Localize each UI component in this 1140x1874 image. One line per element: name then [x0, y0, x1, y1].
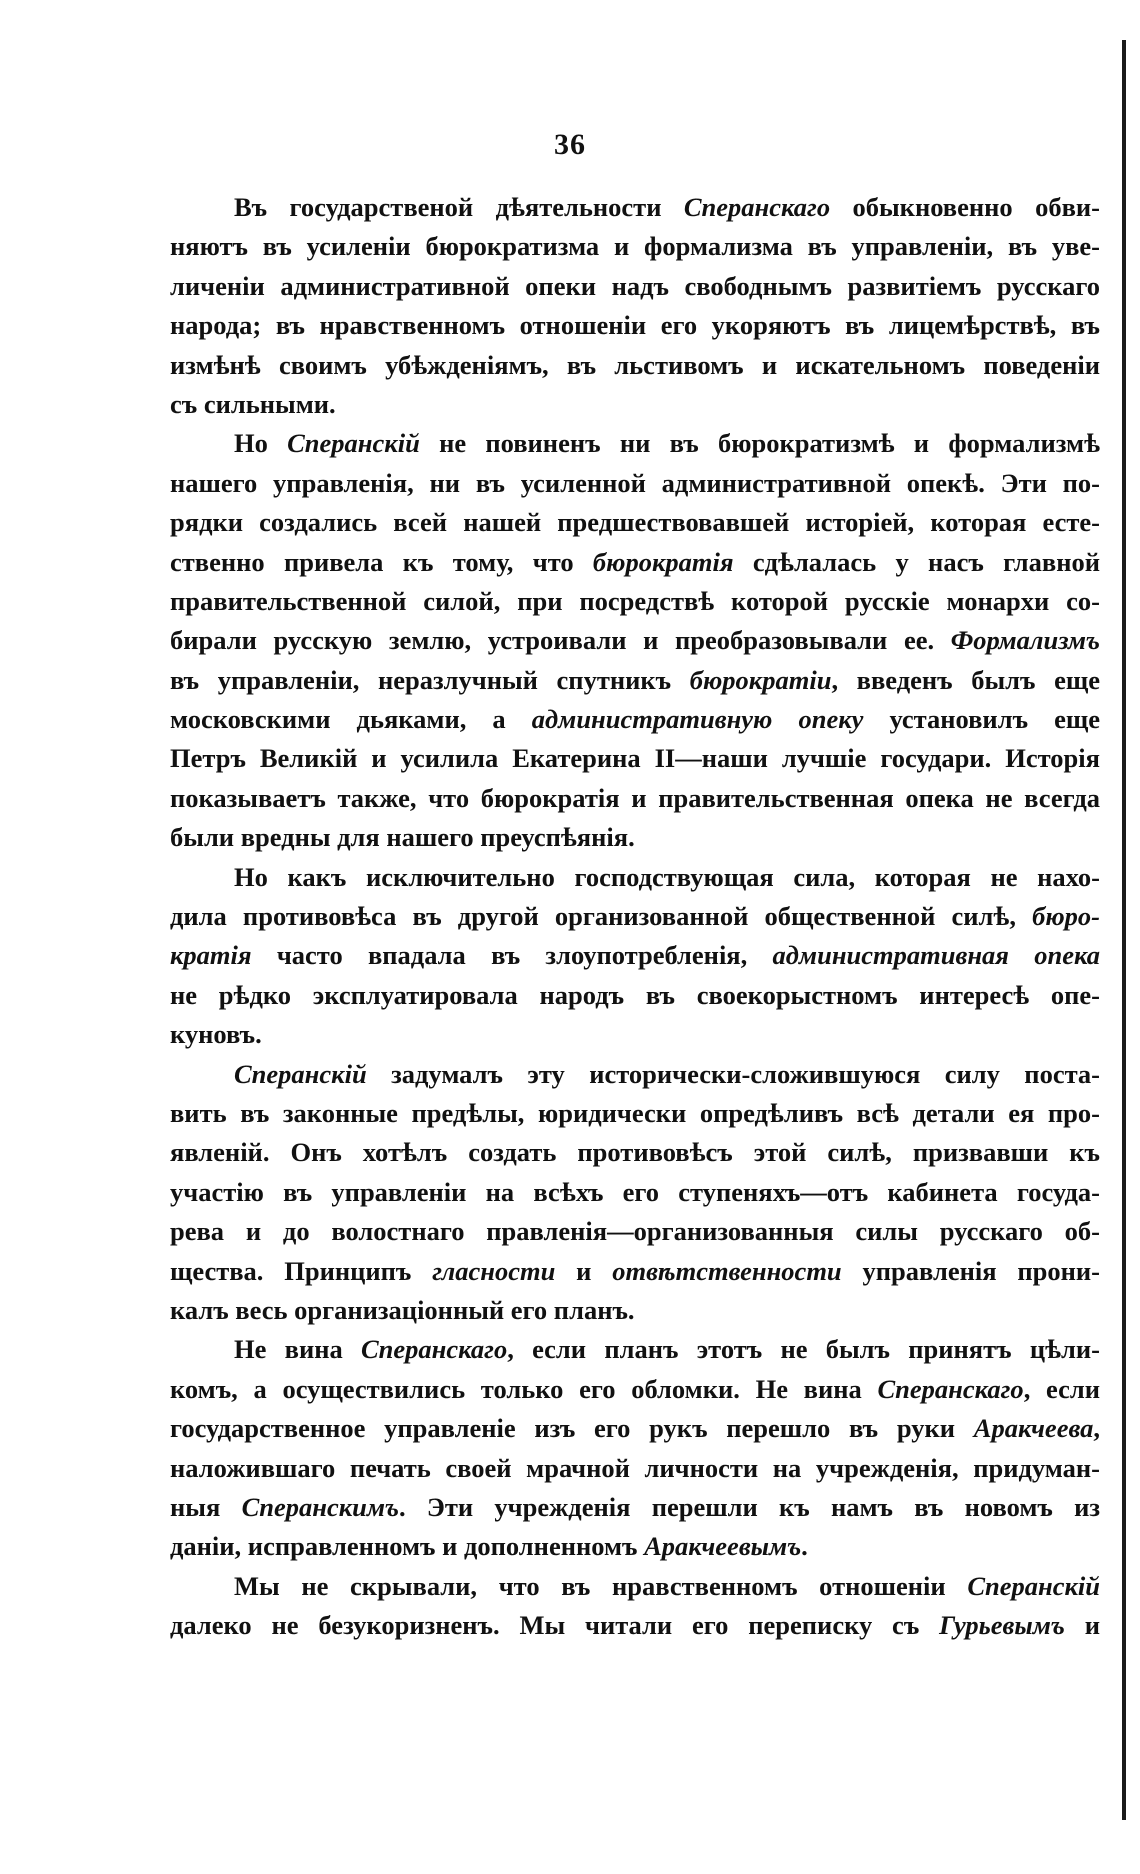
text-line: няютъ въ усиленіи бюрократизма и формализма въ управленіи, въ уве- — [170, 231, 1100, 262]
text-line: показываетъ также, что бюрократія и правительственная опека не всегда — [170, 782, 1100, 813]
text-line: даніи, исправленномъ и дополненномъ Аракчеевымъ. — [170, 1531, 808, 1562]
page-number: 36 — [554, 128, 586, 161]
text-line: бирали русскую землю, устроивали и преобразовывали ее. Формализмъ — [170, 625, 1100, 656]
text-line: ственно привела къ тому, что бюрократія сдѣлалась у насъ главной — [170, 546, 1100, 577]
text-line: нашего управленія, ни въ усиленной административной опекѣ. Эти по- — [170, 467, 1100, 498]
text-line: московскими дьяками, а административную опеку установилъ еще — [170, 704, 1100, 735]
text-line: куновъ. — [170, 1019, 262, 1050]
text-line: личеніи административной опеки надъ свободнымъ развитіемъ русскаго — [170, 270, 1100, 301]
text-line: дила противовѣса въ другой организованной общественной силѣ, бюро- — [170, 901, 1100, 932]
page-edge-line — [1122, 40, 1126, 1820]
text-line: Мы не скрывали, что въ нравственномъ отношеніи Сперанскій — [234, 1570, 1100, 1601]
text-line: калъ весь организаціонный его планъ. — [170, 1294, 635, 1325]
text-line: измѣнѣ своимъ убѣжденіямъ, въ льстивомъ и искательномъ поведеніи — [170, 349, 1100, 380]
text-line: участію въ управленіи на всѣхъ его ступеняхъ—отъ кабинета госуда- — [170, 1176, 1100, 1207]
text-line: были вредны для нашего преуспѣянія. — [170, 822, 635, 853]
text-line: Но Сперанскій не повиненъ ни въ бюрократизмѣ и формализмѣ — [234, 428, 1100, 459]
text-line: комъ, а осуществились только его обломки. Не вина Сперанскаго, если — [170, 1373, 1101, 1404]
text-line: далеко не безукоризненъ. Мы читали его переписку съ Гурьевымъ и — [170, 1610, 1100, 1641]
text-line: Но какъ исключительно господствующая сила, которая не нахо- — [234, 861, 1100, 892]
text-line: съ сильными. — [170, 388, 336, 419]
text-line: кратія часто впадала въ злоупотребленія, административная опека — [170, 940, 1100, 971]
text-line: рядки создались всей нашей предшествовавшей исторіей, которая есте- — [170, 507, 1100, 538]
text-line: рева и до волостнаго правленія—организованныя силы русскаго об- — [170, 1216, 1100, 1247]
body-text — [170, 188, 1100, 1645]
text-line: государственное управленіе изъ его рукъ перешло въ руки Аракчеева, — [170, 1413, 1100, 1444]
text-line: наложившаго печать своей мрачной личности на учрежденія, придуман- — [170, 1452, 1100, 1483]
text-line: щества. Принципъ гласности и отвѣтственности управленія прони- — [170, 1255, 1100, 1286]
text-line: явленій. Онъ хотѣлъ создать противовѣсъ этой силѣ, призвавши къ — [170, 1137, 1100, 1168]
text-line: Не вина Сперанскаго, если планъ этотъ не былъ принятъ цѣли- — [234, 1334, 1100, 1365]
text-line: не рѣдко эксплуатировала народъ въ своекорыстномъ интересѣ опе- — [170, 979, 1100, 1010]
text-line: Сперанскій задумалъ эту исторически-сложившуюся силу поста- — [234, 1058, 1100, 1089]
text-line: Въ государственой дѣятельности Сперанскаго обыкновенно обви- — [234, 192, 1100, 222]
text-line: ныя Сперанскимъ. Эти учрежденія перешли къ намъ въ новомъ из — [170, 1491, 1100, 1522]
text-line: въ управленіи, неразлучный спутникъ бюрократіи, введенъ былъ еще — [170, 664, 1100, 695]
text-line: народа; въ нравственномъ отношеніи его укоряютъ въ лицемѣрствѣ, въ — [170, 310, 1100, 341]
text-line: правительственной силой, при посредствѣ которой русскіе монархи со- — [170, 585, 1100, 616]
text-line: вить въ законные предѣлы, юридически опредѣливъ всѣ детали ея про- — [170, 1097, 1100, 1128]
text-line: Петръ Великій и усилила Екатерина II—наши лучшіе государи. Исторія — [170, 743, 1100, 774]
